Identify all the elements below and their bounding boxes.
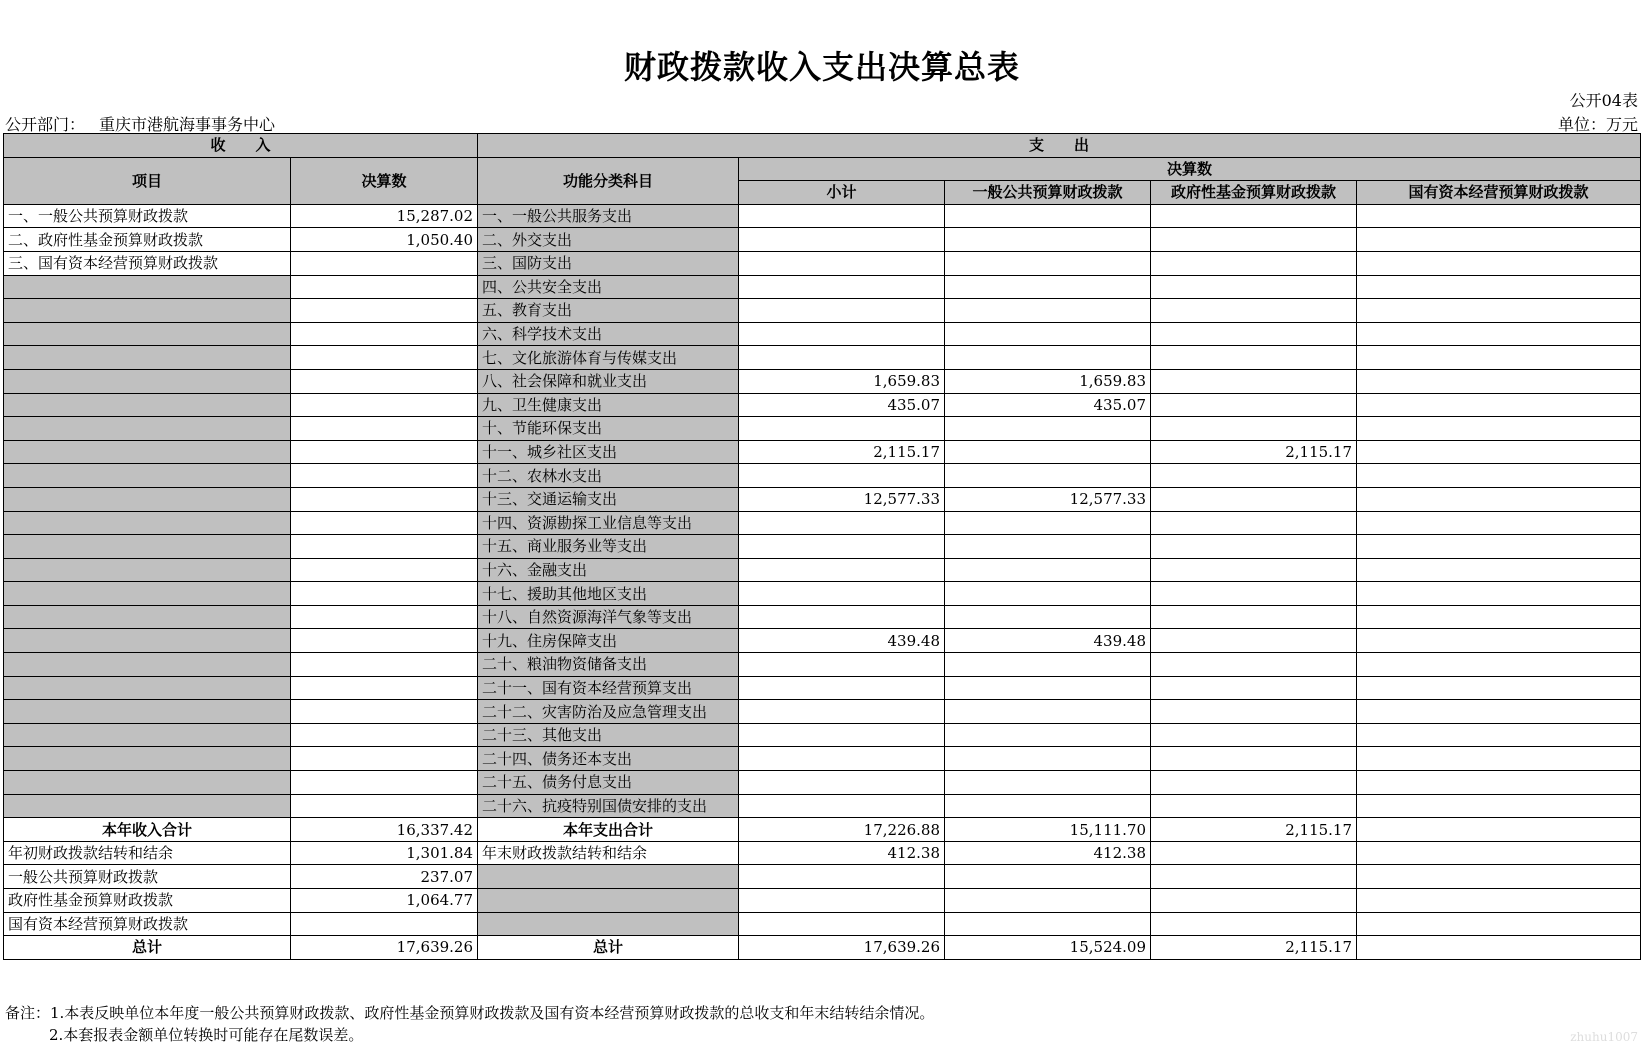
expense-fund-cell: [1151, 275, 1357, 299]
income-item-cell: [4, 794, 291, 818]
income-item-cell: [4, 440, 291, 464]
expense-general-cell: [945, 747, 1151, 771]
income-amount-header: 决算数: [291, 157, 478, 204]
expense-subtotal-cell: 1,659.83: [739, 369, 945, 393]
expense-subtotal-cell: [739, 723, 945, 747]
expense-fund-cell: [1151, 723, 1357, 747]
expense-item-cell: 九、卫生健康支出: [478, 393, 739, 417]
expense-fund-cell: [1151, 629, 1357, 653]
department-name: 重庆市港航海事事务中心: [99, 115, 276, 134]
final-amount-header: 决算数: [739, 157, 1641, 181]
expense-capital-cell: [1357, 676, 1641, 700]
table-row: [4, 582, 1641, 606]
expense-fund-cell: [1151, 251, 1357, 275]
expense-capital-cell: [1357, 723, 1641, 747]
expense-item-cell: 二十、粮油物资储备支出: [478, 653, 739, 677]
income-value-cell: [291, 417, 478, 441]
table-id: 公开04表: [1569, 91, 1638, 110]
func-category-header: 功能分类科目: [478, 157, 739, 204]
total-general: 15,111.70: [945, 818, 1151, 842]
income-value-cell: [291, 440, 478, 464]
income-value-cell: [291, 747, 478, 771]
expense-item-cell: 二十三、其他支出: [478, 723, 739, 747]
gov-fund-header: 政府性基金预算财政拨款: [1151, 181, 1357, 205]
expense-item-cell: 二、外交支出: [478, 228, 739, 252]
expense-general-cell: [945, 723, 1151, 747]
expense-capital-cell: [1357, 771, 1641, 795]
carryover-sub-row: [4, 889, 1641, 913]
income-item-cell: [4, 629, 291, 653]
expense-capital-cell: [1357, 251, 1641, 275]
income-item-cell: [4, 299, 291, 323]
income-value-cell: [291, 558, 478, 582]
expense-capital-cell: [1357, 487, 1641, 511]
subtotal-header: 小计: [739, 181, 945, 205]
expense-subtotal-cell: [739, 558, 945, 582]
table-row: [4, 299, 1641, 323]
expense-item-cell: 七、文化旅游体育与传媒支出: [478, 346, 739, 370]
table-row: [4, 676, 1641, 700]
income-value-cell: [291, 535, 478, 559]
expense-fund-cell: [1151, 417, 1357, 441]
income-item-cell: [4, 322, 291, 346]
expense-capital-cell: [1357, 747, 1641, 771]
expense-general-cell: [945, 605, 1151, 629]
income-item-cell: 二、政府性基金预算财政拨款: [4, 228, 291, 252]
expense-item-cell: 五、教育支出: [478, 299, 739, 323]
table-row: [4, 487, 1641, 511]
income-value-cell: [291, 393, 478, 417]
expense-fund-cell: [1151, 771, 1357, 795]
expense-fund-cell: [1151, 558, 1357, 582]
expense-general-cell: 435.07: [945, 393, 1151, 417]
carryover-sub-label: 国有资本经营预算财政拨款: [4, 912, 291, 936]
expense-item-cell: 十七、援助其他地区支出: [478, 582, 739, 606]
expense-subtotal-cell: [739, 794, 945, 818]
expense-subtotal-cell: [739, 700, 945, 724]
income-value-cell: [291, 629, 478, 653]
unit-label: 单位：万元: [1557, 115, 1638, 134]
expense-capital-cell: [1357, 464, 1641, 488]
income-item-cell: 三、国有资本经营预算财政拨款: [4, 251, 291, 275]
income-value-cell: [291, 322, 478, 346]
expense-subtotal-cell: [739, 605, 945, 629]
expense-fund-cell: [1151, 653, 1357, 677]
expense-item-cell: 十三、交通运输支出: [478, 487, 739, 511]
watermark: zhuhu1007: [1570, 1030, 1638, 1044]
expense-fund-cell: [1151, 605, 1357, 629]
expense-general-cell: [945, 299, 1151, 323]
department-line: [5, 112, 289, 135]
carryover-fund: [1151, 841, 1357, 865]
expense-capital-cell: [1357, 794, 1641, 818]
expense-general-cell: [945, 322, 1151, 346]
income-item-cell: [4, 511, 291, 535]
expense-subtotal-cell: [739, 346, 945, 370]
table-row: [4, 417, 1641, 441]
table-row: [4, 251, 1641, 275]
expense-subtotal-cell: 439.48: [739, 629, 945, 653]
note-1: 备注：1.本表反映单位本年度一般公共预算财政拨款、政府性基金预算财政拨款及国有资本经营预算财政拨款的总收支和年末结转结余情况。: [5, 1004, 935, 1022]
report-body: [4, 204, 1641, 959]
income-value-cell: [291, 723, 478, 747]
income-item-header: 项目: [4, 157, 291, 204]
expense-item-cell: 十九、住房保障支出: [478, 629, 739, 653]
carryover-sub-value: [291, 912, 478, 936]
income-value-cell: 15,287.02: [291, 204, 478, 228]
income-value-cell: [291, 299, 478, 323]
expense-capital-cell: [1357, 275, 1641, 299]
expense-general-cell: 12,577.33: [945, 487, 1151, 511]
expense-general-cell: [945, 204, 1151, 228]
expense-fund-cell: [1151, 700, 1357, 724]
expense-general-cell: [945, 464, 1151, 488]
table-row: [4, 653, 1641, 677]
expense-capital-cell: [1357, 605, 1641, 629]
carryover-sub-row: [4, 912, 1641, 936]
expense-capital-cell: [1357, 558, 1641, 582]
expense-general-cell: [945, 251, 1151, 275]
expense-capital-cell: [1357, 417, 1641, 441]
table-row: [4, 393, 1641, 417]
table-row: [4, 558, 1641, 582]
total-capital: [1357, 818, 1641, 842]
expense-fund-cell: [1151, 511, 1357, 535]
total-expense-label: 本年支出合计: [478, 818, 739, 842]
notes: [5, 1002, 934, 1046]
income-value-cell: [291, 369, 478, 393]
expense-fund-cell: [1151, 582, 1357, 606]
total-income-label: 本年收入合计: [4, 818, 291, 842]
expense-item-cell: 三、国防支出: [478, 251, 739, 275]
table-row: [4, 747, 1641, 771]
expense-general-cell: [945, 228, 1151, 252]
expense-general-cell: [945, 676, 1151, 700]
expense-subtotal-cell: [739, 582, 945, 606]
expense-general-cell: [945, 346, 1151, 370]
expense-general-cell: [945, 275, 1151, 299]
expense-subtotal-cell: [739, 228, 945, 252]
expense-capital-cell: [1357, 228, 1641, 252]
table-row: [4, 464, 1641, 488]
income-item-cell: [4, 393, 291, 417]
expense-capital-cell: [1357, 511, 1641, 535]
expense-fund-cell: [1151, 369, 1357, 393]
grand-total-fund: 2,115.17: [1151, 936, 1357, 960]
table-row: [4, 771, 1641, 795]
grand-total-subtotal: 17,639.26: [739, 936, 945, 960]
carryover-row: [4, 841, 1641, 865]
income-value-cell: [291, 251, 478, 275]
expense-fund-cell: [1151, 747, 1357, 771]
expense-capital-cell: [1357, 299, 1641, 323]
expense-item-cell: 十二、农林水支出: [478, 464, 739, 488]
expense-subtotal-cell: [739, 251, 945, 275]
carryover-sub-row: [4, 865, 1641, 889]
department-label: 公开部门：: [5, 115, 86, 134]
expense-item-cell: 十四、资源勘探工业信息等支出: [478, 511, 739, 535]
table-row: [4, 700, 1641, 724]
income-value-cell: [291, 275, 478, 299]
expense-capital-cell: [1357, 440, 1641, 464]
income-value-cell: [291, 771, 478, 795]
table-row: [4, 228, 1641, 252]
expense-subtotal-cell: [739, 204, 945, 228]
carryover-subtotal: 412.38: [739, 841, 945, 865]
expense-fund-cell: [1151, 794, 1357, 818]
income-item-cell: [4, 487, 291, 511]
expense-general-cell: [945, 794, 1151, 818]
expense-subtotal-cell: 12,577.33: [739, 487, 945, 511]
note-2: 2.本套报表金额单位转换时可能存在尾数误差。: [49, 1026, 364, 1044]
income-value-cell: [291, 700, 478, 724]
expense-item-cell: 二十一、国有资本经营预算支出: [478, 676, 739, 700]
expense-item-cell: 二十四、债务还本支出: [478, 747, 739, 771]
table-row: [4, 322, 1641, 346]
total-fund: 2,115.17: [1151, 818, 1357, 842]
table-row: [4, 511, 1641, 535]
income-value-cell: [291, 794, 478, 818]
expense-subtotal-cell: [739, 747, 945, 771]
income-value-cell: [291, 582, 478, 606]
grand-total-income-value: 17,639.26: [291, 936, 478, 960]
expense-item-cell: 二十五、债务付息支出: [478, 771, 739, 795]
expense-item-cell: 十六、金融支出: [478, 558, 739, 582]
carryover-general: 412.38: [945, 841, 1151, 865]
report-title: 财政拨款收入支出决算总表: [623, 48, 1020, 86]
expense-capital-cell: [1357, 582, 1641, 606]
expense-item-cell: 十五、商业服务业等支出: [478, 535, 739, 559]
expense-general-cell: [945, 771, 1151, 795]
income-value-cell: [291, 653, 478, 677]
total-subtotal: 17,226.88: [739, 818, 945, 842]
total-income-value: 16,337.42: [291, 818, 478, 842]
expense-item-cell: 八、社会保障和就业支出: [478, 369, 739, 393]
income-item-cell: [4, 700, 291, 724]
expense-section-header: 支 出: [478, 134, 1641, 158]
carryover-income-value: 1,301.84: [291, 841, 478, 865]
expense-capital-cell: [1357, 346, 1641, 370]
table-row: [4, 535, 1641, 559]
income-item-cell: [4, 723, 291, 747]
expense-subtotal-cell: [739, 417, 945, 441]
expense-item-cell: 十八、自然资源海洋气象等支出: [478, 605, 739, 629]
income-item-cell: [4, 535, 291, 559]
expense-fund-cell: [1151, 487, 1357, 511]
expense-item-cell: 四、公共安全支出: [478, 275, 739, 299]
income-section-header: 收 入: [4, 134, 478, 158]
expense-item-cell: 十、节能环保支出: [478, 417, 739, 441]
carryover-sub-label: 政府性基金预算财政拨款: [4, 889, 291, 913]
carryover-sub-value: 237.07: [291, 865, 478, 889]
income-value-cell: 1,050.40: [291, 228, 478, 252]
table-row: [4, 369, 1641, 393]
report-table: [3, 133, 1641, 960]
table-row: [4, 605, 1641, 629]
expense-fund-cell: 2,115.17: [1151, 440, 1357, 464]
income-value-cell: [291, 487, 478, 511]
expense-item-cell: 一、一般公共服务支出: [478, 204, 739, 228]
expense-item-cell: 二十六、抗疫特别国债安排的支出: [478, 794, 739, 818]
expense-capital-cell: [1357, 629, 1641, 653]
carryover-capital: [1357, 841, 1641, 865]
expense-subtotal-cell: [739, 511, 945, 535]
carryover-sub-label: 一般公共预算财政拨款: [4, 865, 291, 889]
income-value-cell: [291, 605, 478, 629]
expense-general-cell: [945, 700, 1151, 724]
income-item-cell: [4, 275, 291, 299]
income-value-cell: [291, 511, 478, 535]
expense-general-cell: [945, 653, 1151, 677]
expense-fund-cell: [1151, 322, 1357, 346]
income-value-cell: [291, 676, 478, 700]
grand-total-income-label: 总计: [4, 936, 291, 960]
table-row: [4, 794, 1641, 818]
expense-capital-cell: [1357, 369, 1641, 393]
expense-subtotal-cell: 2,115.17: [739, 440, 945, 464]
expense-item-cell: 六、科学技术支出: [478, 322, 739, 346]
carryover-income-label: 年初财政拨款结转和结余: [4, 841, 291, 865]
income-item-cell: [4, 346, 291, 370]
income-item-cell: 一、一般公共预算财政拨款: [4, 204, 291, 228]
carryover-expense-label: 年末财政拨款结转和结余: [478, 841, 739, 865]
state-capital-header: 国有资本经营预算财政拨款: [1357, 181, 1641, 205]
income-item-cell: [4, 417, 291, 441]
expense-subtotal-cell: 435.07: [739, 393, 945, 417]
expense-fund-cell: [1151, 204, 1357, 228]
total-year-row: [4, 818, 1641, 842]
expense-fund-cell: [1151, 676, 1357, 700]
income-item-cell: [4, 747, 291, 771]
expense-item-cell: 十一、城乡社区支出: [478, 440, 739, 464]
income-item-cell: [4, 771, 291, 795]
expense-general-cell: 439.48: [945, 629, 1151, 653]
expense-general-cell: 1,659.83: [945, 369, 1151, 393]
grand-total-general: 15,524.09: [945, 936, 1151, 960]
expense-subtotal-cell: [739, 322, 945, 346]
table-row: [4, 629, 1641, 653]
table-row: [4, 275, 1641, 299]
income-value-cell: [291, 464, 478, 488]
expense-capital-cell: [1357, 535, 1641, 559]
expense-fund-cell: [1151, 464, 1357, 488]
expense-capital-cell: [1357, 393, 1641, 417]
income-value-cell: [291, 346, 478, 370]
expense-capital-cell: [1357, 653, 1641, 677]
income-item-cell: [4, 582, 291, 606]
general-budget-header: 一般公共预算财政拨款: [945, 181, 1151, 205]
expense-general-cell: [945, 511, 1151, 535]
expense-subtotal-cell: [739, 676, 945, 700]
expense-subtotal-cell: [739, 535, 945, 559]
expense-capital-cell: [1357, 700, 1641, 724]
table-row: [4, 440, 1641, 464]
expense-capital-cell: [1357, 204, 1641, 228]
expense-item-cell: 二十二、灾害防治及应急管理支出: [478, 700, 739, 724]
expense-fund-cell: [1151, 393, 1357, 417]
table-row: [4, 204, 1641, 228]
expense-subtotal-cell: [739, 275, 945, 299]
expense-subtotal-cell: [739, 771, 945, 795]
table-row: [4, 723, 1641, 747]
expense-subtotal-cell: [739, 653, 945, 677]
expense-general-cell: [945, 417, 1151, 441]
expense-general-cell: [945, 440, 1151, 464]
grand-total-row: [4, 936, 1641, 960]
expense-capital-cell: [1357, 322, 1641, 346]
carryover-sub-value: 1,064.77: [291, 889, 478, 913]
income-item-cell: [4, 676, 291, 700]
expense-general-cell: [945, 535, 1151, 559]
expense-fund-cell: [1151, 535, 1357, 559]
grand-total-capital: [1357, 936, 1641, 960]
expense-subtotal-cell: [739, 464, 945, 488]
income-item-cell: [4, 653, 291, 677]
expense-fund-cell: [1151, 228, 1357, 252]
expense-fund-cell: [1151, 346, 1357, 370]
expense-fund-cell: [1151, 299, 1357, 323]
income-item-cell: [4, 369, 291, 393]
income-item-cell: [4, 605, 291, 629]
table-row: [4, 346, 1641, 370]
expense-general-cell: [945, 558, 1151, 582]
expense-general-cell: [945, 582, 1151, 606]
income-item-cell: [4, 464, 291, 488]
grand-total-expense-label: 总计: [478, 936, 739, 960]
expense-subtotal-cell: [739, 299, 945, 323]
income-item-cell: [4, 558, 291, 582]
